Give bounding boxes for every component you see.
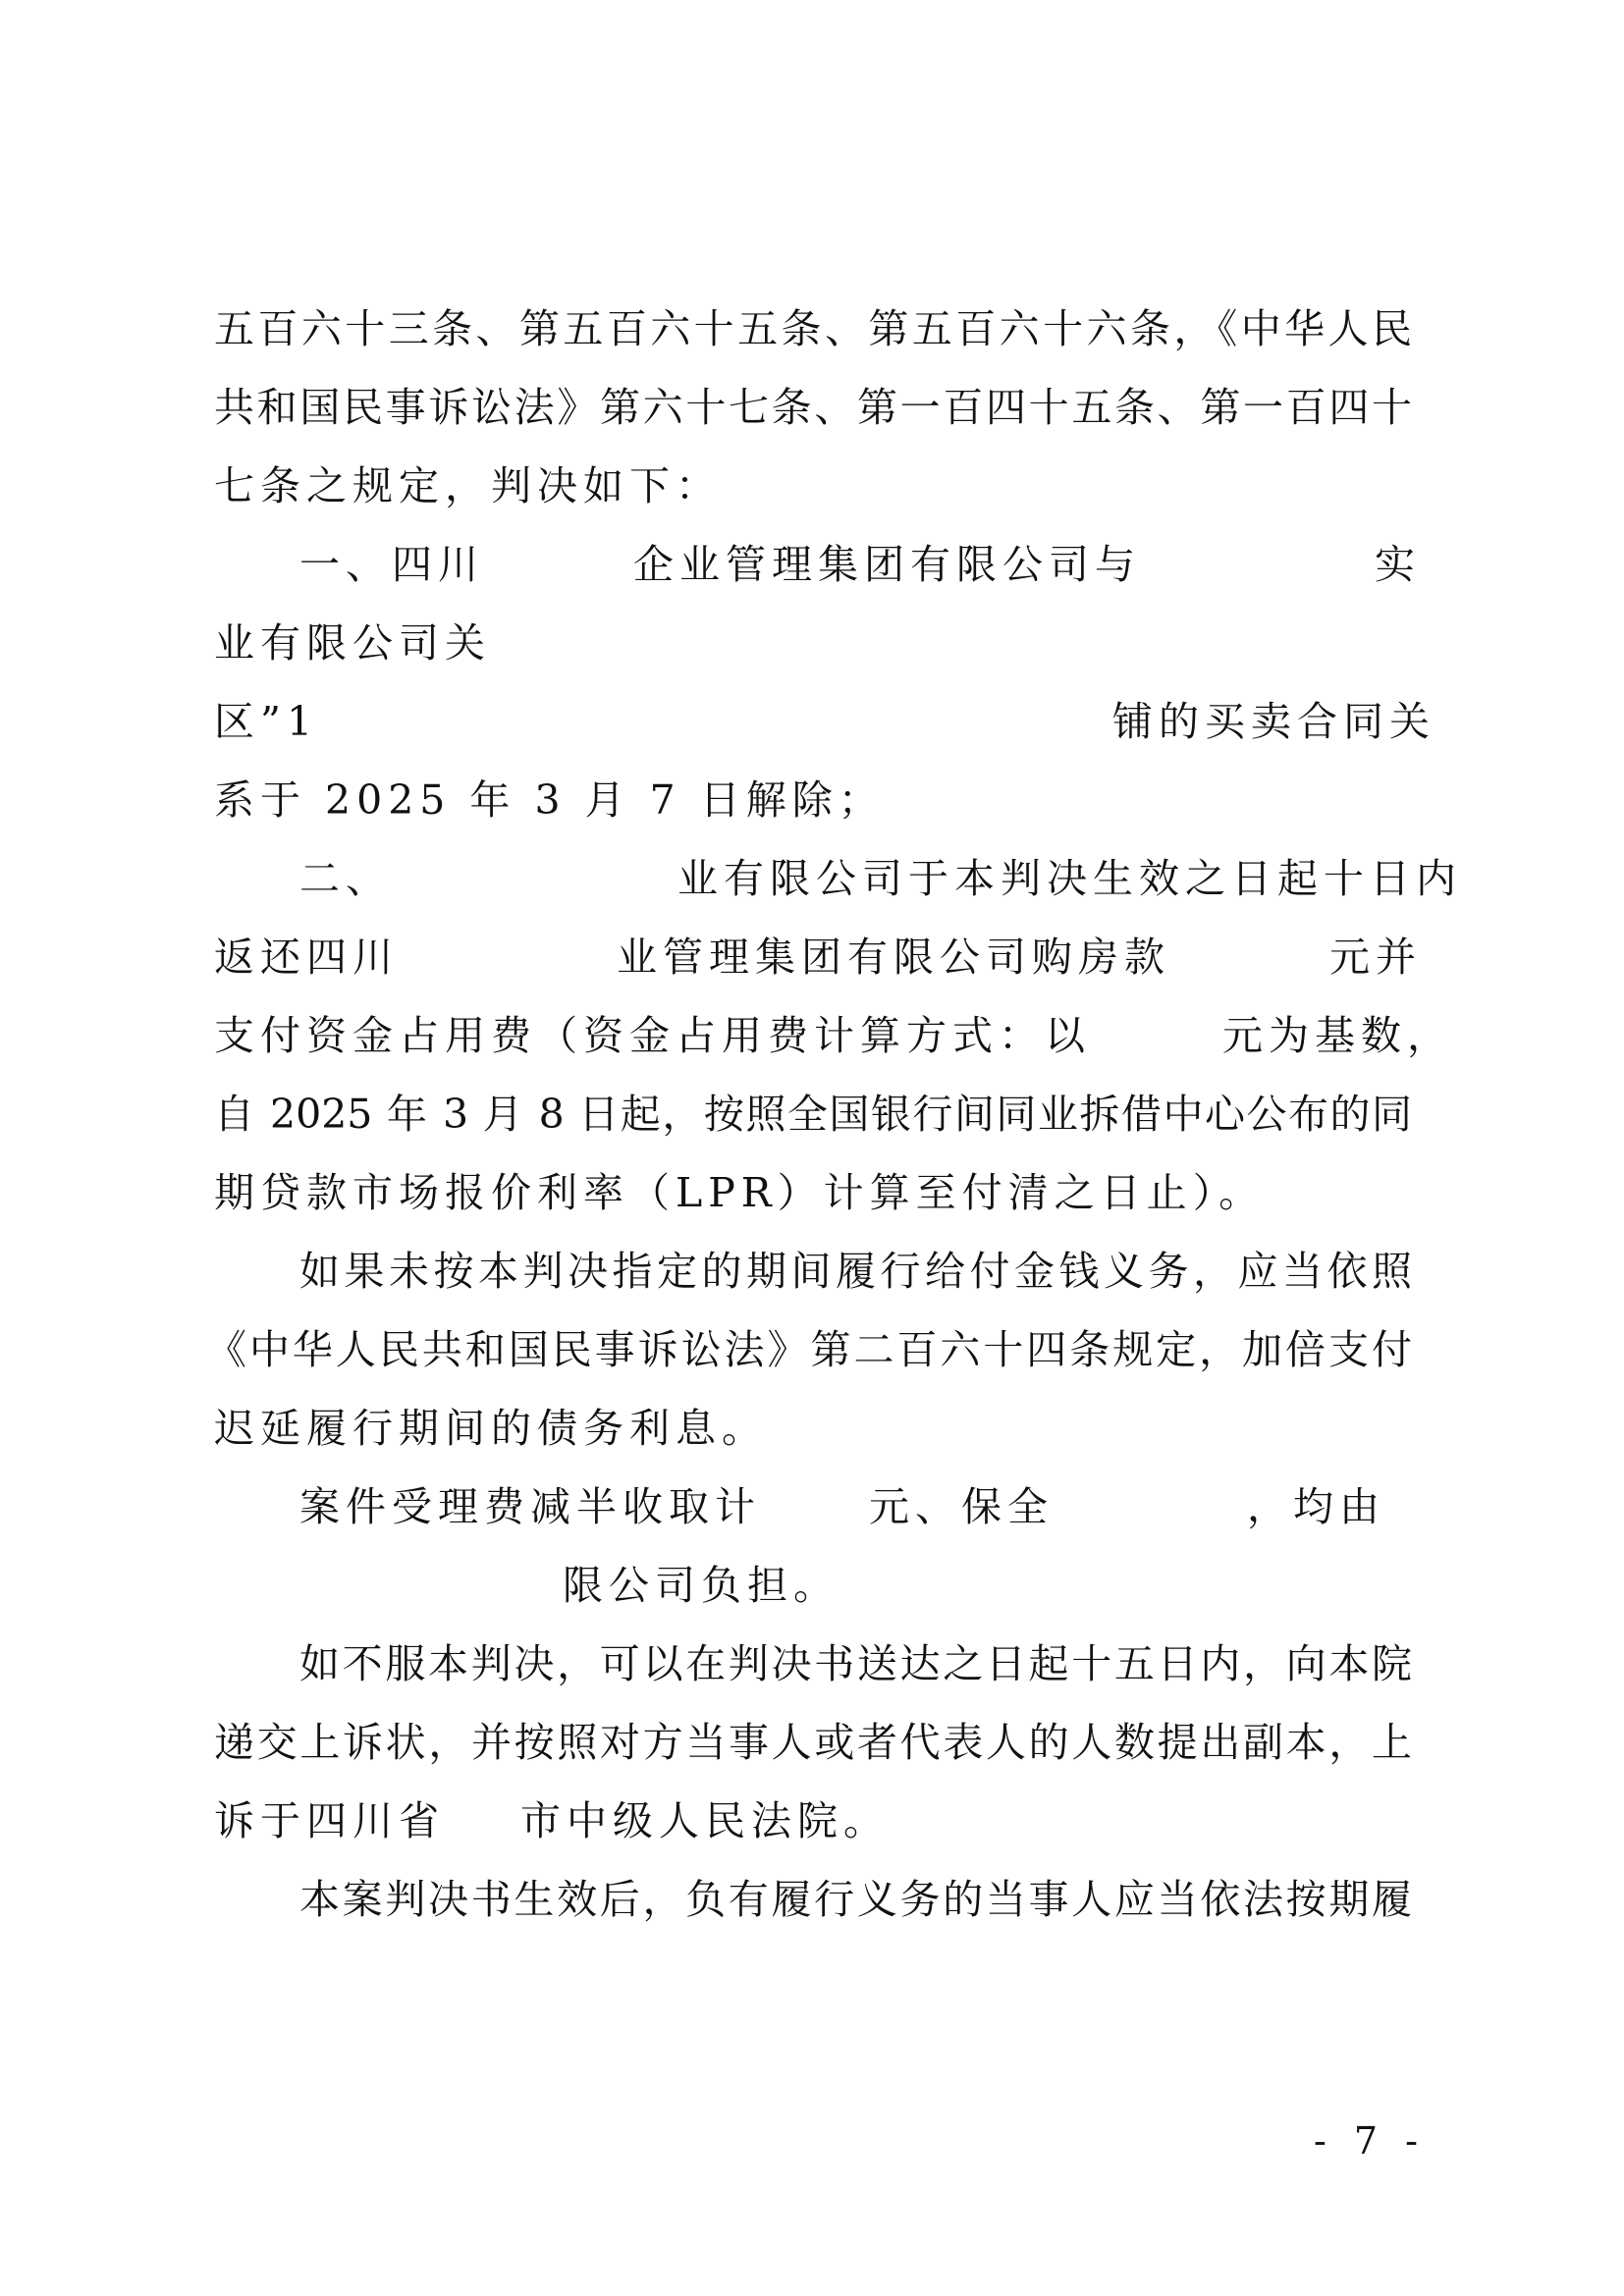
text-line: 诉于四川省 xyxy=(214,1797,445,1844)
text-line: 共和国民事诉讼法》第六十七条、第一百四十五条、第一百四十 xyxy=(214,384,1412,431)
text-line: 元并 xyxy=(1329,934,1422,981)
text-line: 系于 2025 年 3 月 7 日解除； xyxy=(214,776,885,824)
text-line: 业有限公司于本判决生效之日起十日内 xyxy=(677,855,1462,902)
text-line: 五百六十三条、第五百六十五条、第五百六十六条，《中华人民 xyxy=(214,305,1412,352)
text-line: 如果未按本判决指定的期间履行给付金钱义务，应当依照 xyxy=(299,1248,1412,1295)
text-line: 二、 xyxy=(299,855,392,902)
text-line: 业管理集团有限公司购房款 xyxy=(617,934,1170,981)
text-line: 本案判决书生效后，负有履行义务的当事人应当依法按期履 xyxy=(299,1876,1412,1923)
text-line: 如不服本判决，可以在判决书送达之日起十五日内，向本院 xyxy=(299,1640,1412,1687)
text-line: 《中华人民共和国民事诉讼法》第二百六十四条规定，加倍支付 xyxy=(206,1326,1412,1373)
text-line: 递交上诉状，并按照对方当事人或者代表人的人数提出副本，上 xyxy=(214,1719,1412,1766)
text-line: 企业管理集团有限公司与 xyxy=(633,541,1141,588)
text-line: 支付资金占用费（资金占用费计算方式：以 xyxy=(214,1012,1091,1059)
text-line: 业有限公司关 xyxy=(214,619,491,667)
text-line: 市中级人民法院。 xyxy=(520,1797,890,1844)
text-line: 期贷款市场报价利率（LPR）计算至付清之日止）。 xyxy=(214,1169,1266,1216)
text-line: 迟延履行期间的债务利息。 xyxy=(214,1405,768,1452)
text-line: 七条之规定，判决如下： xyxy=(214,462,722,509)
page-number: - 7 - xyxy=(1313,2119,1426,2163)
text-line: 一、四川 xyxy=(299,541,484,588)
text-line: 自 2025 年 3 月 8 日起，按照全国银行间同业拆借中心公布的同 xyxy=(214,1091,1412,1138)
text-line: 实 xyxy=(1375,541,1421,588)
text-line: 区”1 xyxy=(214,698,319,745)
text-line: 返还四川 xyxy=(214,934,399,981)
text-line: ，均由 xyxy=(1247,1483,1385,1530)
text-line: 元、保全 xyxy=(869,1483,1054,1530)
text-line: 案件受理费减半收取计 xyxy=(299,1483,761,1530)
text-line: 铺的买卖合同关 xyxy=(1112,698,1435,745)
text-line: 限公司负担。 xyxy=(563,1562,839,1609)
text-line: 元为基数， xyxy=(1222,1012,1453,1059)
